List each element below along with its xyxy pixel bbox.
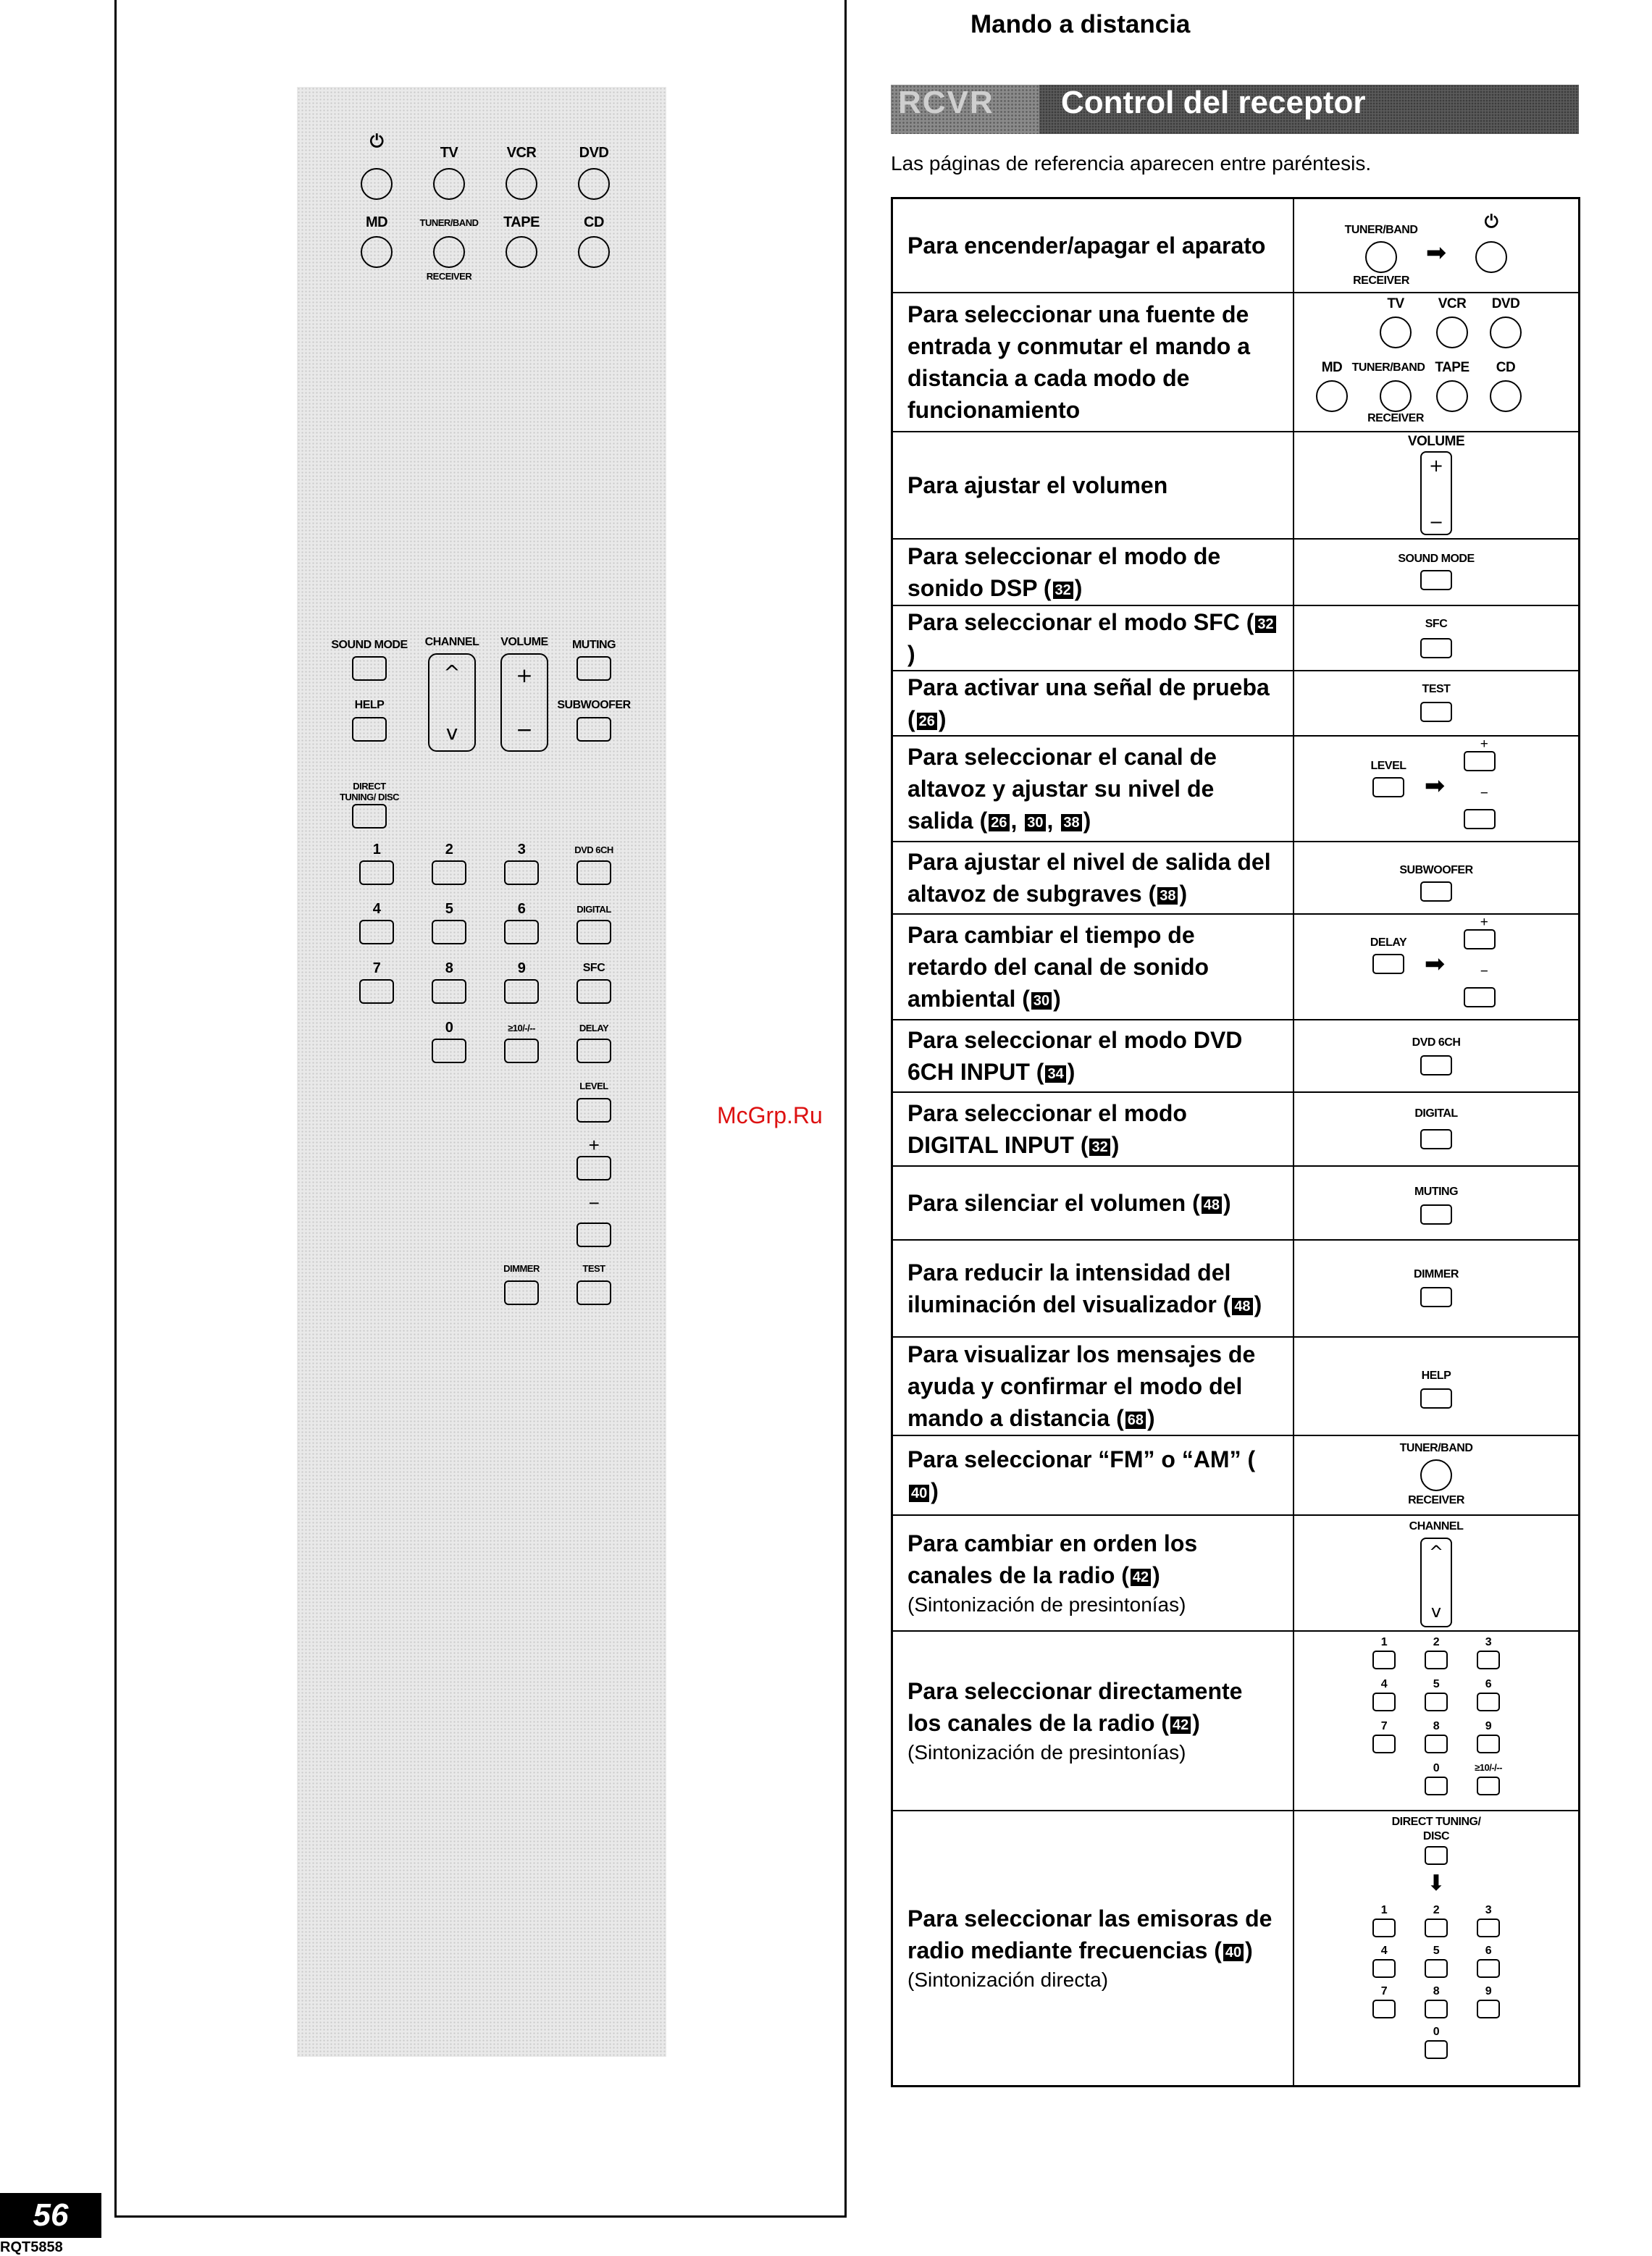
row-description: Para seleccionar el canal de altavoz y ajustar su nivel de salida ( 26 , 30 , 38 )	[893, 737, 1294, 841]
plus-icon: +	[1480, 737, 1488, 752]
icon-label-9: 9	[1485, 1720, 1492, 1732]
digit-2-button[interactable]	[432, 860, 466, 885]
icon-label-level: LEVEL	[1370, 760, 1406, 772]
icon-label-dvd: DVD	[1491, 296, 1520, 311]
page-title: Control del receptor	[1039, 85, 1579, 134]
row-description: Para seleccionar el modo DIGITAL INPUT ( 32 )	[893, 1093, 1294, 1165]
remote-label-direct-tuning: DIRECT TUNING/ DISC	[339, 781, 400, 802]
table-row	[893, 432, 1578, 540]
plus-button-icon	[1464, 929, 1496, 949]
page-number: 56	[0, 2193, 101, 2238]
icon-label-receiver: RECEIVER	[1353, 274, 1409, 287]
row-buttons	[1294, 842, 1578, 913]
digit-6-icon	[1477, 1959, 1500, 1978]
row-buttons	[1294, 1338, 1578, 1435]
digit-7-button[interactable]	[359, 979, 394, 1004]
plus-icon: +	[1428, 456, 1444, 476]
arrow-down-icon: ⬇	[1427, 1871, 1446, 1896]
volume-plus-icon: +	[516, 663, 533, 687]
table-row	[893, 671, 1578, 737]
row-buttons	[1294, 1093, 1578, 1165]
tape-button[interactable]	[506, 236, 537, 268]
arrow-right-icon: ➡	[1425, 238, 1447, 267]
remote-label-plus: +	[588, 1134, 600, 1156]
dvd6ch-button-icon	[1420, 1055, 1452, 1075]
icon-label-tuner-band: TUNER/BAND	[1399, 1442, 1473, 1454]
row-buttons	[1294, 915, 1578, 1019]
dvd-button-icon	[1490, 316, 1522, 348]
subwoofer-button[interactable]	[576, 717, 611, 742]
remote-label-4: 4	[372, 901, 381, 917]
digit-10plus-icon	[1477, 1777, 1500, 1795]
row-buttons	[1294, 293, 1578, 431]
volume-rocker[interactable]	[500, 653, 548, 752]
icon-label-8: 8	[1433, 1720, 1440, 1732]
remote-label-volume: VOLUME	[500, 636, 548, 648]
row-buttons	[1294, 432, 1578, 538]
md-button[interactable]	[361, 236, 393, 268]
remote-label-receiver: RECEIVER	[426, 271, 472, 282]
watermark: McGrp.Ru	[717, 1102, 823, 1128]
level-button-icon	[1372, 777, 1404, 797]
table-row	[893, 1436, 1578, 1516]
icon-label-tuner-band: TUNER/BAND	[1351, 361, 1425, 374]
power-button-icon	[1475, 241, 1507, 273]
sfc-button[interactable]	[576, 979, 611, 1004]
table-row	[893, 199, 1578, 293]
power-icon: ⏻	[1484, 212, 1498, 232]
table-row	[893, 1241, 1578, 1338]
plus-button-icon	[1464, 751, 1496, 771]
remote-label-md: MD	[365, 214, 388, 230]
page-frame-left	[114, 0, 117, 2218]
digit-4-icon	[1372, 1693, 1396, 1711]
digit-8-icon	[1425, 1735, 1448, 1753]
row-description: Para ajustar el nivel de salida del altavoz de subgraves ( 38 )	[893, 842, 1294, 913]
icon-label-tape: TAPE	[1435, 360, 1469, 375]
row-buttons	[1294, 1167, 1578, 1239]
remote-label-8: 8	[445, 960, 453, 976]
digit-7-icon	[1372, 2000, 1396, 2018]
icon-label-2: 2	[1433, 1636, 1440, 1648]
row-description: Para encender/apagar el aparato	[893, 199, 1294, 292]
icon-label-6: 6	[1485, 1678, 1492, 1690]
digit-5-button[interactable]	[432, 920, 466, 944]
minus-icon: −	[1480, 964, 1488, 979]
dvd-button[interactable]	[578, 168, 610, 200]
remote-label-sound-mode: SOUND MODE	[331, 639, 408, 651]
icon-label-vcr: VCR	[1438, 296, 1467, 311]
row-buttons	[1294, 1436, 1578, 1514]
tuner-band-button[interactable]	[433, 236, 465, 268]
remote-label-cd: CD	[584, 214, 604, 230]
row-description: Para seleccionar directamente los canales de la radio ( 42 ) (Sintonización de presintonías)	[893, 1632, 1294, 1810]
minus-button-icon	[1464, 987, 1496, 1007]
row-buttons	[1294, 1020, 1578, 1091]
row-buttons	[1294, 1516, 1578, 1630]
tuner-band-button-icon	[1420, 1459, 1452, 1491]
sound-mode-button-icon	[1420, 570, 1452, 590]
tuner-band-button-icon	[1380, 380, 1412, 412]
remote-label-5: 5	[445, 901, 453, 917]
digit-9-icon	[1477, 2000, 1500, 2018]
table-row	[893, 1338, 1578, 1436]
remote-label-subwoofer: SUBWOOFER	[557, 699, 631, 711]
table-row	[893, 737, 1578, 842]
minus-icon: −	[1480, 786, 1488, 801]
table-row	[893, 842, 1578, 915]
intro-text: Las páginas de referencia aparecen entre paréntesis.	[891, 152, 1372, 175]
icon-label-3: 3	[1485, 1636, 1492, 1648]
icon-label-5: 5	[1433, 1678, 1440, 1690]
test-button[interactable]	[576, 1280, 611, 1305]
muting-button-icon	[1420, 1204, 1452, 1225]
arrow-right-icon: ➡	[1424, 949, 1446, 978]
digit-4-button[interactable]	[359, 920, 394, 944]
channel-up-icon: ^	[443, 661, 461, 684]
digit-3-icon	[1477, 1651, 1500, 1669]
channel-rocker[interactable]	[428, 653, 476, 752]
tape-button-icon	[1436, 380, 1468, 412]
dimmer-button-icon	[1420, 1287, 1452, 1307]
minus-icon: −	[1428, 512, 1444, 532]
icon-label-direct-tuning: DIRECT TUNING/	[1391, 1816, 1481, 1828]
icon-label-dvd6ch: DVD 6CH	[1412, 1036, 1461, 1049]
digit-7-icon	[1372, 1735, 1396, 1753]
icon-label-5: 5	[1433, 1945, 1440, 1957]
power-icon: ⏻	[369, 132, 384, 151]
icon-label-7: 7	[1380, 1985, 1388, 1997]
row-description: Para seleccionar el modo SFC ( 32)	[893, 606, 1294, 670]
sound-mode-button[interactable]	[352, 656, 387, 681]
tuner-band-button-icon	[1365, 241, 1397, 273]
remote-label-delay: DELAY	[579, 1023, 609, 1033]
row-description: Para silenciar el volumen ( 48 )	[893, 1167, 1294, 1239]
digit-6-icon	[1477, 1693, 1500, 1711]
table-row	[893, 540, 1578, 606]
table-row	[893, 1093, 1578, 1167]
icon-label-1: 1	[1380, 1904, 1388, 1916]
row-buttons	[1294, 199, 1578, 292]
document-code: RQT5858	[0, 2239, 63, 2255]
remote-label-vcr: VCR	[506, 145, 537, 161]
digit-2-icon	[1425, 1919, 1448, 1937]
digit-5-icon	[1425, 1693, 1448, 1711]
remote-control-illustration	[297, 87, 666, 2057]
icon-label-volume: VOLUME	[1407, 434, 1465, 449]
caret-down-icon: v	[1430, 1601, 1442, 1622]
digit-1-icon	[1372, 1919, 1396, 1937]
icon-label-1: 1	[1380, 1636, 1388, 1648]
icon-label-dimmer: DIMMER	[1414, 1268, 1459, 1280]
row-description: Para seleccionar “FM” o “AM” (40 )	[893, 1436, 1294, 1514]
icon-label-sound-mode: SOUND MODE	[1398, 553, 1475, 565]
remote-label-6: 6	[517, 901, 526, 917]
page-frame-bottom	[114, 2215, 847, 2218]
sfc-button-icon	[1420, 638, 1452, 658]
plus-button[interactable]	[576, 1156, 611, 1181]
minus-button[interactable]	[576, 1223, 611, 1247]
row-buttons	[1294, 671, 1578, 735]
row-buttons	[1294, 1811, 1578, 2085]
table-row	[893, 293, 1578, 432]
icon-label-4: 4	[1380, 1945, 1388, 1957]
row-buttons	[1294, 1241, 1578, 1336]
section-title: Mando a distancia	[970, 10, 1191, 38]
subwoofer-button-icon	[1420, 881, 1452, 902]
digit-0-icon	[1425, 2040, 1448, 2059]
remote-label-dvd6ch: DVD 6CH	[574, 844, 613, 855]
icon-label-md: MD	[1321, 360, 1343, 375]
row-description: Para seleccionar una fuente de entrada y conmutar el mando a distancia a cada modo de funcionamiento	[893, 293, 1294, 431]
minus-button-icon	[1464, 809, 1496, 829]
tv-button[interactable]	[433, 168, 465, 200]
digit-0-icon	[1425, 1777, 1448, 1795]
digit-9-icon	[1477, 1735, 1500, 1753]
row-description: Para seleccionar el modo de sonido DSP ( 32 )	[893, 540, 1294, 605]
page-frame-divider	[844, 0, 847, 2218]
icon-label-tv: TV	[1387, 296, 1404, 311]
table-row	[893, 1167, 1578, 1241]
vcr-button-icon	[1436, 316, 1468, 348]
digital-button-icon	[1420, 1129, 1452, 1149]
cd-button-icon	[1490, 380, 1522, 412]
remote-label-minus: −	[588, 1192, 600, 1214]
remote-label-tuner-band: TUNER/BAND	[419, 217, 479, 228]
icon-label-digital: DIGITAL	[1414, 1107, 1458, 1120]
channel-rocker-icon	[1420, 1538, 1452, 1627]
remote-label-tv: TV	[440, 145, 458, 161]
remote-label-sfc: SFC	[582, 962, 605, 974]
digit-1-button[interactable]	[359, 860, 394, 885]
direct-tuning-button[interactable]	[352, 804, 387, 829]
icon-label-disc: DISC	[1422, 1830, 1450, 1842]
row-description: Para seleccionar las emisoras de radio mediante frecuencias ( 40 ) (Sintonización directa)	[893, 1811, 1294, 2085]
plus-icon: +	[1480, 915, 1488, 930]
row-description: Para seleccionar el modo DVD 6CH INPUT ( 34 )	[893, 1020, 1294, 1091]
digit-4-icon	[1372, 1959, 1396, 1978]
row-description: Para reducir la intensidad del iluminación del visualizador ( 48 )	[893, 1241, 1294, 1336]
row-description: Para visualizar los mensajes de ayuda y confirmar el modo del mando a distancia ( 68 )	[893, 1338, 1294, 1435]
row-description: Para cambiar en orden los canales de la radio ( 42 ) (Sintonización de presintonías)	[893, 1516, 1294, 1630]
digit-0-button[interactable]	[432, 1039, 466, 1063]
digit-9-button[interactable]	[504, 979, 539, 1004]
icon-label-test: TEST	[1422, 683, 1451, 695]
icon-label-0: 0	[1433, 1762, 1440, 1774]
digit-8-button[interactable]	[432, 979, 466, 1004]
icon-label-tuner-band: TUNER/BAND	[1344, 224, 1418, 236]
remote-label-7: 7	[372, 960, 381, 976]
row-buttons	[1294, 540, 1578, 605]
icon-label-7: 7	[1380, 1720, 1388, 1732]
icon-label-3: 3	[1485, 1904, 1492, 1916]
md-button-icon	[1316, 380, 1348, 412]
remote-label-dvd: DVD	[579, 145, 609, 161]
remote-label-muting: MUTING	[571, 639, 616, 651]
row-buttons	[1294, 1632, 1578, 1810]
table-row	[893, 1811, 1578, 2085]
power-button[interactable]	[361, 168, 393, 200]
help-button[interactable]	[352, 717, 387, 742]
row-description: Para cambiar el tiempo de retardo del canal de sonido ambiental ( 30 )	[893, 915, 1294, 1019]
vcr-button[interactable]	[506, 168, 537, 200]
digit-1-icon	[1372, 1651, 1396, 1669]
digital-button[interactable]	[576, 920, 611, 944]
row-description: Para activar una señal de prueba ( 26 )	[893, 671, 1294, 735]
icon-label-10plus: ≥10/-/--	[1475, 1762, 1502, 1773]
icon-label-receiver: RECEIVER	[1367, 412, 1424, 424]
row-description: Para ajustar el volumen	[893, 432, 1294, 538]
level-button[interactable]	[576, 1098, 611, 1123]
digit-3-button[interactable]	[504, 860, 539, 885]
icon-label-sfc: SFC	[1425, 618, 1448, 630]
dimmer-button[interactable]	[504, 1280, 539, 1305]
remote-label-test: TEST	[582, 1263, 605, 1274]
remote-label-tape: TAPE	[503, 214, 540, 230]
remote-label-level: LEVEL	[579, 1081, 608, 1091]
icon-label-9: 9	[1485, 1985, 1492, 1997]
volume-minus-icon: −	[516, 718, 533, 742]
delay-button-icon	[1372, 954, 1404, 974]
remote-label-0: 0	[445, 1020, 453, 1036]
digit-3-icon	[1477, 1919, 1500, 1937]
muting-button[interactable]	[576, 656, 611, 681]
remote-label-3: 3	[517, 842, 526, 857]
digit-8-icon	[1425, 2000, 1448, 2018]
digit-5-icon	[1425, 1959, 1448, 1978]
icon-label-muting: MUTING	[1414, 1186, 1459, 1198]
volume-rocker-icon	[1420, 451, 1452, 535]
tv-button-icon	[1380, 316, 1412, 348]
digit-6-button[interactable]	[504, 920, 539, 944]
remote-label-1: 1	[372, 842, 381, 857]
cd-button[interactable]	[578, 236, 610, 268]
icon-label-6: 6	[1485, 1945, 1492, 1957]
digit-2-icon	[1425, 1651, 1448, 1669]
help-button-icon	[1420, 1388, 1452, 1409]
remote-label-digital: DIGITAL	[576, 904, 611, 915]
arrow-right-icon: ➡	[1424, 771, 1446, 800]
icon-label-subwoofer: SUBWOOFER	[1399, 864, 1473, 876]
direct-tuning-icon	[1425, 1846, 1448, 1865]
icon-label-2: 2	[1433, 1904, 1440, 1916]
channel-down-icon: v	[445, 721, 458, 745]
icon-label-4: 4	[1380, 1678, 1388, 1690]
table-row	[893, 606, 1578, 671]
table-row	[893, 915, 1578, 1020]
table-row	[893, 1516, 1578, 1632]
digit-10plus-button[interactable]	[504, 1039, 539, 1063]
icon-label-8: 8	[1433, 1985, 1440, 1997]
table-row	[893, 1632, 1578, 1811]
caret-up-icon: ^	[1428, 1542, 1444, 1562]
table-row	[893, 1020, 1578, 1093]
icon-label-delay: DELAY	[1370, 936, 1407, 949]
icon-label-receiver: RECEIVER	[1408, 1494, 1464, 1506]
row-buttons	[1294, 606, 1578, 670]
test-button-icon	[1420, 702, 1452, 722]
banner-code: RCVR	[898, 85, 994, 120]
reference-table	[891, 197, 1580, 2087]
remote-label-2: 2	[445, 842, 453, 857]
remote-label-help: HELP	[354, 699, 385, 711]
delay-button[interactable]	[576, 1039, 611, 1063]
icon-label-help: HELP	[1421, 1370, 1451, 1382]
icon-label-channel: CHANNEL	[1409, 1520, 1464, 1532]
icon-label-0: 0	[1433, 2026, 1440, 2038]
row-buttons	[1294, 737, 1578, 841]
remote-label-dimmer: DIMMER	[503, 1263, 540, 1274]
icon-label-cd: CD	[1496, 360, 1516, 375]
dvd6ch-button[interactable]	[576, 860, 611, 885]
remote-label-10plus: ≥10/-/--	[508, 1023, 535, 1033]
remote-label-channel: CHANNEL	[424, 636, 479, 648]
remote-label-9: 9	[517, 960, 526, 976]
